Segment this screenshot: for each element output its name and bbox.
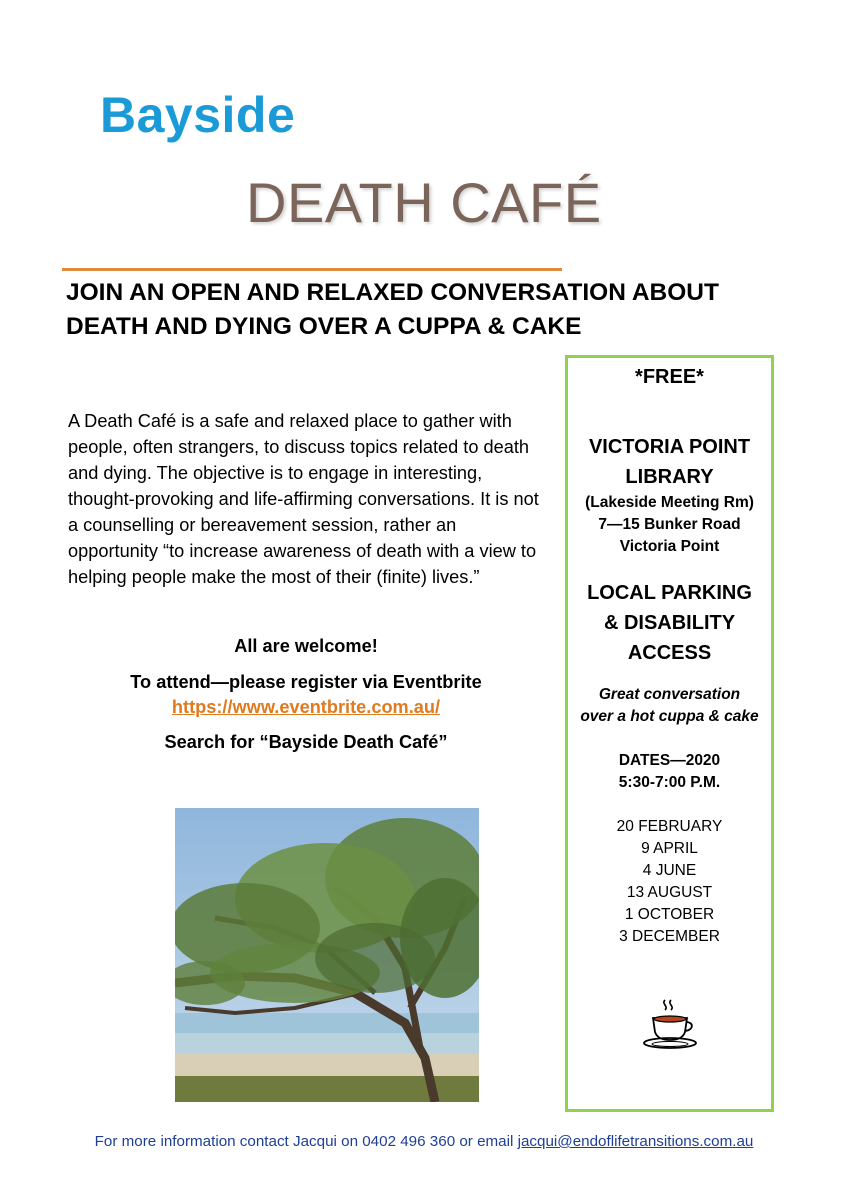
dates-heading: DATES—2020 [618, 752, 721, 769]
street-address: 7—15 Bunker Road [598, 516, 741, 533]
tree-beach-image [175, 808, 479, 1102]
tree-photo [175, 808, 479, 1102]
date-item: 3 DECEMBER [619, 928, 720, 945]
library-address [568, 492, 771, 558]
date-item: 9 APRIL [641, 840, 698, 857]
free-label: *FREE* [635, 366, 704, 388]
conversation-tagline [568, 684, 771, 728]
date-item: 20 FEBRUARY [616, 818, 723, 835]
convo-line-2: over a hot cuppa & cake [580, 708, 759, 725]
dates-heading-block [568, 750, 771, 794]
library-line-2: LIBRARY [625, 466, 714, 488]
contact-footer [0, 1133, 848, 1150]
session-time: 5:30-7:00 P.M. [618, 774, 721, 791]
intro-paragraph: A Death Café is a safe and relaxed place to gather with people, often strangers, to discuss topics related to death and dying. The objective is to engage in interesting, thought-provoking and life-affirming conversations. It is not a counselling or bereavement session, rather an opportunity “to increase awareness of death with a view to helping people make the most of their (finite) lives.” [68, 411, 539, 587]
parking-access [568, 578, 771, 668]
coffee-cup-icon [639, 998, 701, 1052]
brand-name: Bayside [100, 87, 296, 143]
orange-divider [62, 268, 562, 271]
event-details-box [565, 355, 774, 1112]
headline [66, 276, 786, 344]
library-line-1: VICTORIA POINT [588, 436, 751, 458]
email-link[interactable]: jacqui@endoflifetransitions.com.au [517, 1133, 754, 1150]
convo-line-1: Great conversation [598, 686, 741, 703]
dates-list [568, 816, 771, 948]
library-name [568, 432, 771, 492]
parking-line-2: & DISABILITY [603, 612, 736, 634]
eventbrite-link[interactable]: https://www.eventbrite.com.au/ [171, 697, 441, 717]
parking-line-3: ACCESS [627, 642, 712, 664]
suburb: Victoria Point [619, 538, 720, 555]
date-item: 4 JUNE [642, 862, 697, 879]
footer-text: For more information contact Jacqui on 0402 496 360 or email [94, 1133, 518, 1150]
headline-line-2: DEATH AND DYING OVER A CUPPA & CAKE [66, 313, 582, 340]
search-instruction: Search for “Bayside Death Café” [164, 732, 448, 752]
headline-line-1: JOIN AN OPEN AND RELAXED CONVERSATION ABOUT [66, 279, 719, 306]
attend-text: To attend—please register via Eventbrite [130, 672, 482, 692]
page-title: DEATH CAFÉ [246, 171, 602, 234]
date-item: 1 OCTOBER [624, 906, 715, 923]
parking-line-1: LOCAL PARKING [587, 582, 752, 604]
date-item: 13 AUGUST [626, 884, 713, 901]
welcome-text: All are welcome! [234, 636, 378, 656]
room-name: (Lakeside Meeting Rm) [585, 494, 754, 511]
